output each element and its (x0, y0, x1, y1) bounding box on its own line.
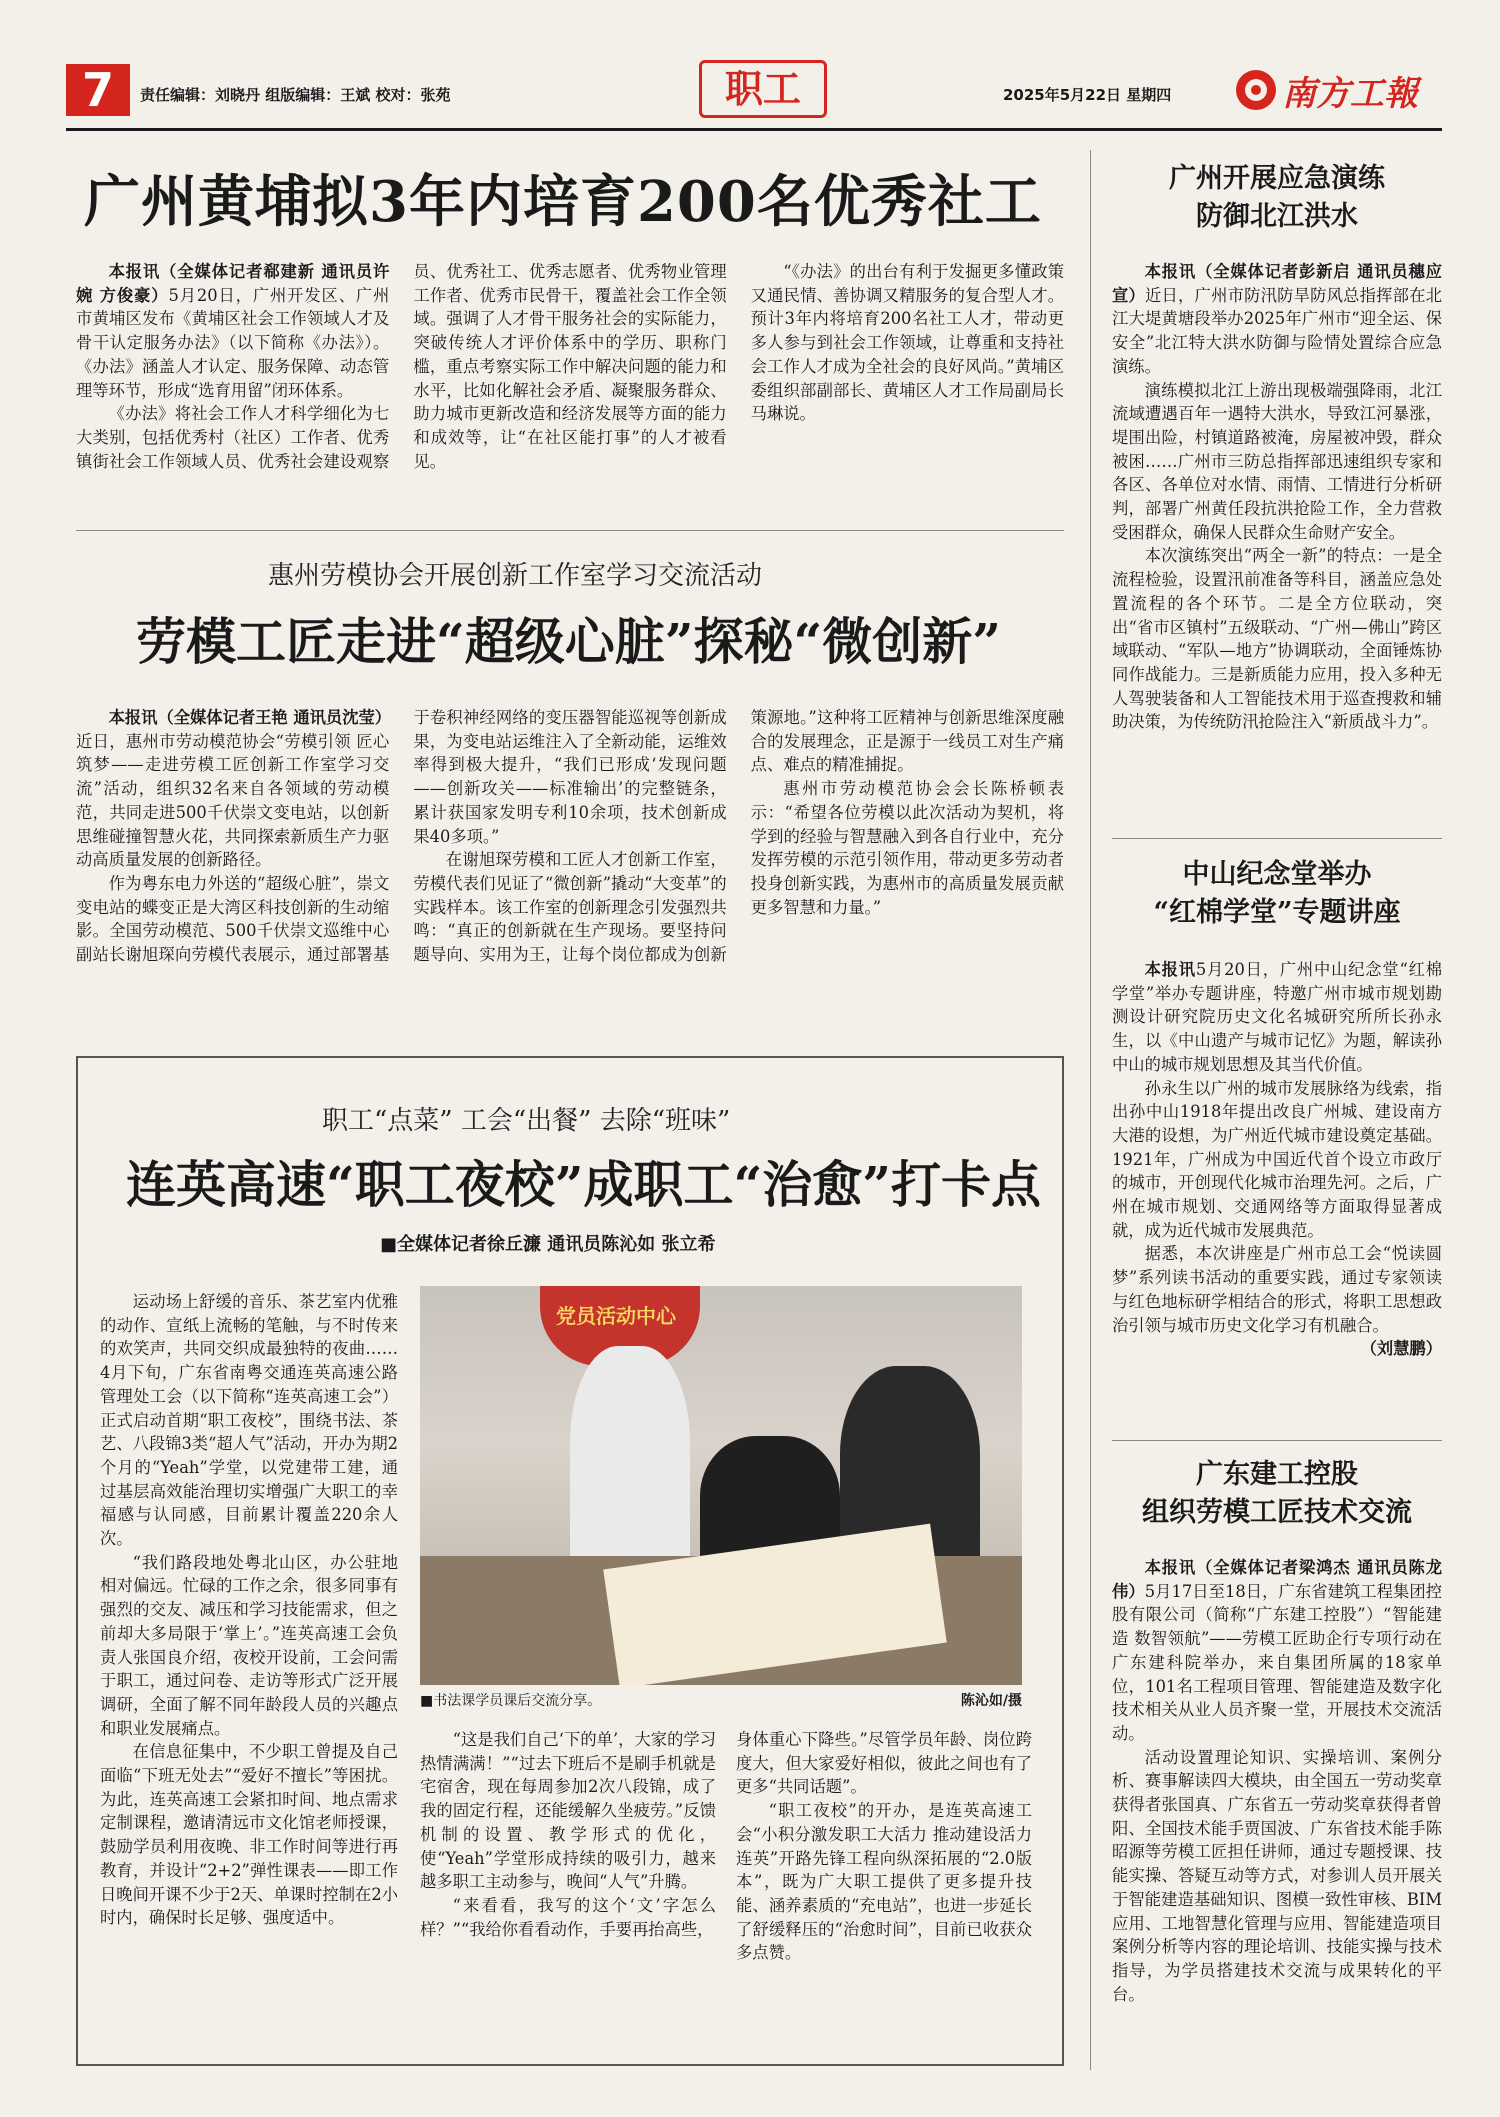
side2-lead-tag: 本报讯 (1144, 960, 1196, 979)
article3-paragraph: “职工夜校”的开办，是连英高速工会“小积分激发职工大活力 推动建设活力连英”开路先锋工程向纵深拓展的“2.0版本”，既为广大职工提供了更多提升技能、涵养素质的“充电站”，也进一步延长了舒缓释压的“治愈时间”，目前已收获众多点赞。 (736, 1801, 1032, 1963)
article3-paragraph: 身体重心下降些。”尽管学员年龄、岗位跨度大，但大家爱好相似，彼此之间也有了更多“共同话题”。 (736, 1730, 1032, 1797)
side3-lead-tag: 本报讯（全媒体记者梁鸿杰 通讯员陈龙伟） (1112, 1558, 1442, 1601)
side3-body (1112, 1556, 1442, 2006)
article2-paragraph: 惠州市劳动模范协会会长陈桥顿表示：“希望各位劳模以此次活动为契机，将学到的经验与智慧融入到各自行业中，充分发挥劳模的示范引领作用，带动更多劳动者投身创新实践，为惠州市的高质量发展贡献更多智慧和力量。” (750, 779, 1064, 917)
side1-paragraph: 本次演练突出“两全一新”的特点：一是全流程检验，设置汛前准备等科目，涵盖应急处置流程的各个环节。二是全方位联动，突出“省市区镇村”五级联动、“广州—佛山”跨区域联动、“军队—地方”协调联动，全面锤炼协同作战能力。三是新质能力应用，投入多种无人驾驶装备和人工智能技术用于巡查搜救和辅助决策，为传统防汛抢险注入“新质战斗力”。 (1112, 546, 1442, 732)
side1-lead-tag: 本报讯（全媒体记者彭新启 通讯员穗应宣） (1112, 262, 1442, 305)
article2-kicker: 惠州劳模协会开展创新工作室学习交流活动 (268, 561, 763, 591)
article3-paragraph: 在信息征集中，不少职工曾提及自己面临“下班无处去”“爱好不擅长”等困扰。为此，连英高速工会紧扣时间、地点需求定制课程，邀请清远市文化馆老师授课，鼓励学员利用夜晚、非工作时间等进行再教育，并设计“2+2”弹性课表——即工作日晚间开课不少于2天、单课时控制在2小时内，确保时长足够、强度适中。 (100, 1742, 398, 1928)
side3-paragraph: 活动设置理论知识、实操培训、案例分析、赛事解读四大模块，由全国五一劳动奖章获得者张国真、广东省五一劳动奖章获得者曾阳、全国技术能手贾国波、广东省技术能手陈昭源等劳模工匠担任讲师，通过专题授课、技能实操、答疑互动等方式，对参训人员开展关于智能建造基础知识、图模一致性审核、BIM应用、工地智慧化管理与应用、智能建造项目案例分析等内容的理论培训、技能实操与技术指导，为学员搭建技术交流与成果转化的平台。 (1112, 1747, 1442, 2004)
side2-paragraph: 孙永生以广州的城市发展脉络为线索，指出孙中山1918年提出改良广州城、建设南方大港的设想，为广州近代城市建设奠定基础。1921年，广州成为中国近代首个设立市政厅的城市，开创现代化城市治理先河。之后，广州在城市规划、交通网络等方面取得显著成就，成为近代城市发展典范。 (1112, 1078, 1442, 1240)
photo-credit: 陈沁如/摄 (960, 1693, 1022, 1709)
logo-text: 南方工報 (1282, 73, 1418, 114)
issue-date: 2025年5月22日 星期四 (1003, 86, 1172, 104)
article3-column-1 (100, 1290, 398, 1930)
article2-paragraph: 本报讯（全媒体记者王艳 通讯员沈莹）近日，惠州市劳动模范协会“劳模引领 匠心筑梦——走进劳模工匠创新工作室学习交流”活动，组织32名来自各领域的劳动模范，共同走进500千伏崇文变电站，以创新思维碰撞智慧火花，共同探索新质生产力驱动高质量发展的创新路径。 (76, 708, 392, 870)
article3-paragraph: “这是我们自己‘下的单’，大家的学习热情满满！”“过去下班后不是刷手机就是宅宿舍，现在每周参加2次八段锦，成了我的固定行程，还能缓解久坐疲劳。”反馈机制的设置、教学形式的优化，使“Yeah”学堂形成持续的吸引力，越来越多职工主动参与，晚间“人气”升腾。 (420, 1730, 716, 1892)
article1-body (76, 260, 1064, 496)
photo-person (570, 1346, 690, 1586)
photo-banner-text: 党员活动中心 (556, 1304, 676, 1328)
side2-paragraph: 据悉，本次讲座是广州市总工会“悦读圆梦”系列读书活动的重要实践，通过专家领读与红色地标研学相结合的形式，将职工思想政治引领与城市历史文化学习有机融合。 (1112, 1244, 1442, 1335)
article3-column-3 (736, 1728, 1032, 1965)
article2-paragraph: 作为粤东电力外送的“超级心脏”，崇文变电站的蝶变正是大湾区科技创新的生动缩影。全国劳动模范、500千伏崇文巡维中心副站长谢旭琛向劳模代表展示，通过部署基于卷积神经网络的变压器智能巡视等创新成果，为变电站运维注入了全新动能，运维效率得到极大提升，“我们已形成‘发现问题——创新攻关——标准输出’的完整链条，累计获国家发明专利10余项，技术创新成果40多项。” (76, 708, 727, 965)
photo-caption (420, 1690, 1022, 1710)
side1-paragraph: 演练模拟北江上游出现极端强降雨，北江流域遭遇百年一遇特大洪水，导致江河暴涨，堤围出险，村镇道路被淹，房屋被冲毁，群众被困……广州市三防总指挥部迅速组织专家和各区、各单位对水情、雨情、工情进行分析研判，部署广州黄任段抗洪抢险工作，全力营救受困群众，确保人民群众生命财产安全。 (1112, 380, 1442, 542)
side3-headline: 广东建工控股 组织劳模工匠技术交流 (1142, 1459, 1412, 1528)
side2-body (1112, 958, 1442, 1361)
article3-headline: 连英高速“职工夜校”成职工“治愈”打卡点 (126, 1155, 1042, 1214)
side2-signature: （刘慧鹏） (1360, 1339, 1442, 1359)
side1-body (1112, 260, 1442, 734)
article1-headline: 广州黄埔拟3年内培育200名优秀社工 (84, 169, 1042, 235)
article3-column-2 (420, 1728, 716, 1941)
sidebar-divider (1112, 838, 1442, 839)
article2-headline: 劳模工匠走进“超级心脏”探秘“微创新” (136, 612, 1002, 671)
sidebar-divider (1112, 1440, 1442, 1441)
article2-body (76, 706, 1064, 992)
section-divider (76, 530, 1064, 531)
article1-paragraph: 本报讯（全媒体记者郗建新 通讯员许婉 方俊豪）5月20日，广州开发区、广州市黄埔区发布《黄埔区社会工作领域人才及骨干认定服务办法》（以下简称《办法》）。《办法》涵盖人才认定、服务保障、动态管理等环节，形成“选育用留”闭环体系。 (76, 262, 390, 400)
side1-headline: 广州开展应急演练 防御北江洪水 (1169, 163, 1385, 232)
page-number: 7 (66, 64, 130, 116)
logo-emblem-icon (1236, 70, 1276, 110)
side2-headline: 中山纪念堂举办 “红棉学堂”专题讲座 (1153, 859, 1401, 928)
newspaper-logo (1236, 62, 1442, 118)
article2-paragraph: 在谢旭琛劳模和工匠人才创新工作室，劳模代表们见证了“微创新”撬动“大变革”的实践样本。该工作室的创新理念引发强烈共鸣：“真正的创新就在生产现场。要坚持问题导向、实用为王，让每个岗位都成为创新策源地。”这种将工匠精神与创新思维深度融合的发展理念，正是源于一线员工对生产痛点、难点的精准捕捉。 (413, 708, 1064, 965)
masthead-rule (66, 128, 1442, 131)
article3-paragraph: 运动场上舒缓的音乐、茶艺室内优雅的动作、宣纸上流畅的笔触，与不时传来的欢笑声，共同交织成最独特的夜曲……4月下旬，广东省南粤交通连英高速公路管理处工会（以下简称“连英高速工会”）正式启动首期“职工夜校”，围绕书法、茶艺、八段锦3类“超人气”活动，开办为期2个月的“Yeah”学堂，以党建带工建，通过基层高效能治理切实增强广大职工的幸福感与认同感，目前累计覆盖220余人次。 (100, 1292, 398, 1549)
article3-kicker: 职工“点菜” 工会“出餐” 去除“班味” (322, 1106, 731, 1136)
article1-lead-tag: 本报讯（全媒体记者郗建新 通讯员许婉 方俊豪） (76, 262, 390, 305)
section-title: 职工 (699, 60, 827, 118)
side2-paragraph: 本报讯5月20日，广州中山纪念堂“红棉学堂”举办专题讲座，特邀广州市城市规划勘测设计研究院历史文化名城研究所所长孙永生，以《中山遗产与城市记忆》为题，解读孙中山的城市规划思想及其当代价值。 (1112, 960, 1442, 1074)
side3-paragraph: 本报讯（全媒体记者梁鸿杰 通讯员陈龙伟）5月17日至18日，广东省建筑工程集团控股有限公司（简称“广东建工控股”）“智能建造 数智领航”——劳模工匠助企行专项行动在广东建科院举办，来自集团所属的18家单位，101名工程项目管理、智能建造及数字化技术相关从业人员齐聚一堂，开展技术交流活动。 (1112, 1558, 1442, 1743)
masthead (66, 60, 1442, 120)
article1-paragraph: “《办法》的出台有利于发掘更多懂政策又通民情、善协调又精服务的复合型人才。预计3年内将培育200名社工人才，带动更多人参与到社会工作领域，让尊重和支持社会工作人才成为全社会的良好风尚。”黄埔区委组织部副部长、黄埔区人才工作局副局长马琳说。 (750, 262, 1064, 424)
column-divider (1090, 150, 1091, 2070)
article3-byline: ■全媒体记者徐丘濂 通讯员陈沁如 张立希 (380, 1234, 716, 1255)
calligraphy-class-photo (420, 1286, 1022, 1685)
article3-paragraph: “我们路段地处粤北山区，办公驻地相对偏远。忙碌的工作之余，很多同事有强烈的交友、减压和学习技能需求，但之前却大多局限于‘掌上’。”连英高速工会负责人张国良介绍，夜校开设前，工会问需于职工，通过问卷、走访等形式广泛开展调研，全面了解不同年龄段人员的兴趣点和职业发展痛点。 (100, 1552, 398, 1738)
editor-credits: 责任编辑：刘晓丹 组版编辑：王斌 校对：张苑 (140, 86, 451, 104)
photo-caption-text: ■书法课学员课后交流分享。 (420, 1693, 602, 1709)
side1-paragraph: 本报讯（全媒体记者彭新启 通讯员穗应宣）近日，广州市防汛防旱防风总指挥部在北江大堤黄塘段举办2025年广州市“迎全运、保安全”北江特大洪水防御与险情处置综合应急演练。 (1112, 262, 1442, 376)
article1-paragraph: 《办法》将社会工作人才科学细化为七大类别，包括优秀村（社区）工作者、优秀镇街社会工作领域人员、优秀社会建设观察员、优秀社工、优秀志愿者、优秀物业管理工作者、优秀市民骨干，覆盖社会工作全领域。强调了人才骨干服务社会的实际能力，突破传统人才评价体系中的学历、职称门槛，重点考察实际工作中解决问题的能力和水平，比如化解社会矛盾、凝聚服务群众、助力城市更新改造和经济发展等方面的能力和成效等，让“在社区能打事”的人才被看见。 (76, 262, 727, 471)
article2-lead-tag: 本报讯（全媒体记者王艳 通讯员沈莹） (108, 708, 392, 727)
article3-paragraph: “来看看，我写的这个‘文’字怎么样？”“我给你看看动作，手要再抬高些， (420, 1895, 716, 1939)
